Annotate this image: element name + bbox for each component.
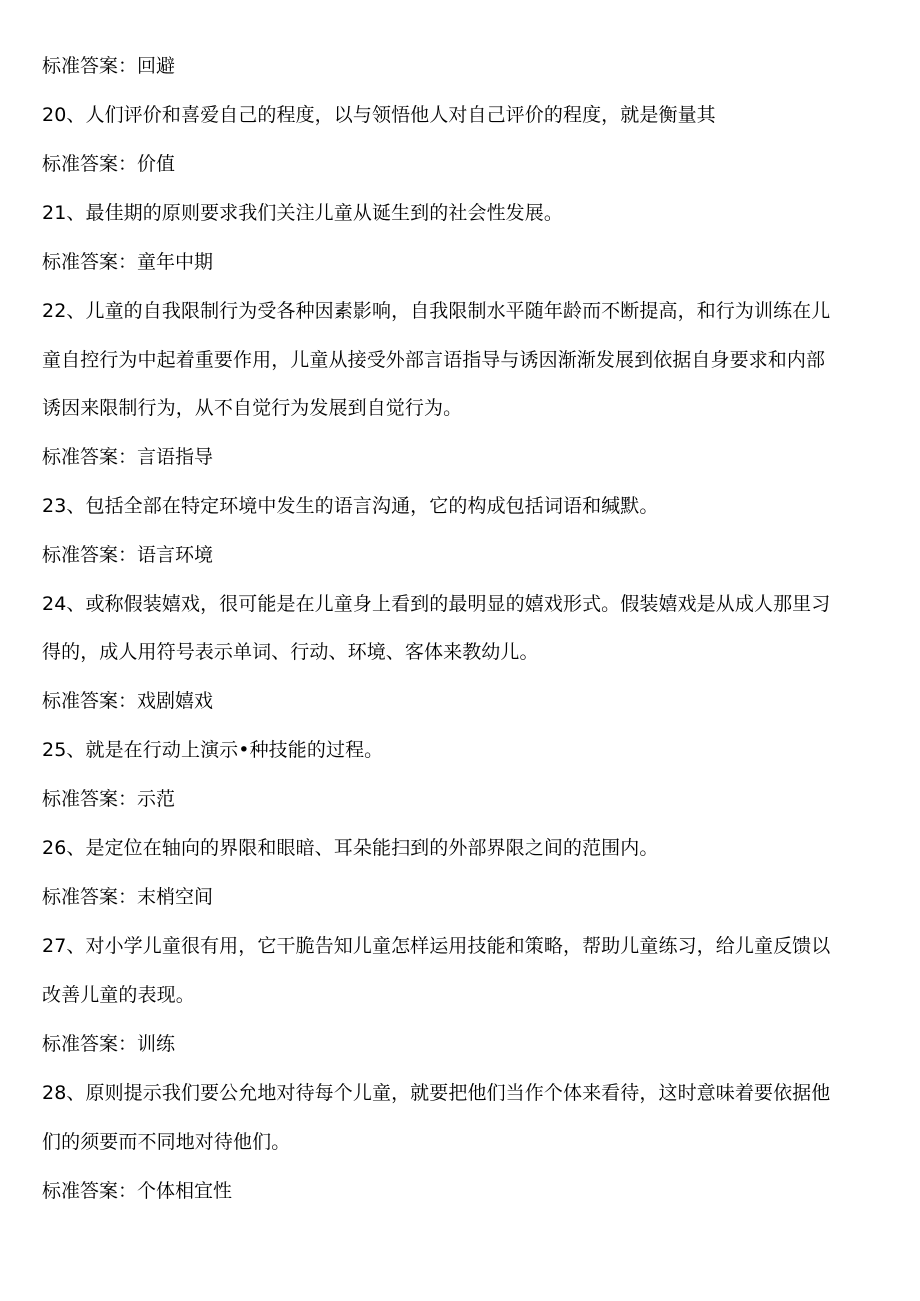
question-22-line-3: 诱因来限制行为，从不自觉行为发展到自觉行为。 — [42, 397, 463, 419]
answer-line-20 — [42, 152, 175, 176]
question-28-line-2: 们的须要而不同地对待他们。 — [42, 1131, 291, 1153]
question-26-line-1: 26、是定位在轴向的界限和眼暗、耳朵能扫到的外部界限之间的范围内。 — [42, 837, 659, 859]
answer-text: 训练 — [137, 1033, 176, 1055]
question-23-line-1: 23、包括全部在特定环境中发生的语言沟通，它的构成包括词语和缄默。 — [42, 495, 659, 517]
question-25-line-1: 25、就是在行动上演示•种技能的过程。 — [42, 739, 384, 761]
answer-label: 标准答案： — [42, 1033, 138, 1055]
answer-text: 童年中期 — [137, 251, 214, 273]
answer-label: 标准答案： — [42, 690, 138, 712]
answer-label: 标准答案： — [42, 544, 138, 566]
question-20-line-1: 20、人们评价和喜爱自己的程度，以与领悟他人对自己评价的程度，就是衡量其 — [42, 104, 716, 126]
question-27-line-2: 改善儿童的表现。 — [42, 984, 195, 1006]
answer-text: 价值 — [137, 153, 176, 175]
answer-line-26 — [42, 885, 213, 909]
question-21-line-1: 21、最佳期的原则要求我们关注儿童从诞生到的社会性发展。 — [42, 202, 563, 224]
answer-label: 标准答案： — [42, 251, 138, 273]
answer-line-19 — [42, 54, 175, 78]
question-27-line-1: 27、对小学儿童很有用，它干脆告知儿童怎样运用技能和策略，帮助儿童练习，给儿童反馈以 — [42, 935, 831, 957]
answer-line-24 — [42, 689, 213, 713]
answer-text: 回避 — [137, 55, 176, 77]
answer-text: 言语指导 — [137, 446, 214, 468]
question-22-line-1: 22、儿童的自我限制行为受各种因素影响，自我限制水平随年龄而不断提高，和行为训练在儿 — [42, 300, 831, 322]
answer-label: 标准答案： — [42, 1180, 138, 1202]
answer-label: 标准答案： — [42, 55, 138, 77]
question-22-line-2: 童自控行为中起着重要作用，儿童从接受外部言语指导与诱因渐渐发展到依据自身要求和内部 — [42, 349, 826, 371]
answer-line-22 — [42, 445, 213, 469]
answer-line-28 — [42, 1179, 232, 1203]
answer-line-23 — [42, 543, 213, 567]
answer-line-25 — [42, 787, 175, 811]
question-28-line-1: 28、原则提示我们要公允地对待每个儿童，就要把他们当作个体来看待，这时意味着要依据他 — [42, 1082, 831, 1104]
answer-label: 标准答案： — [42, 153, 138, 175]
answer-text: 末梢空间 — [137, 886, 214, 908]
answer-label: 标准答案： — [42, 886, 138, 908]
question-24-line-1: 24、或称假装嬉戏，很可能是在儿童身上看到的最明显的嬉戏形式。假装嬉戏是从成人那里习 — [42, 593, 831, 615]
question-24-line-2: 得的，成人用符号表示单词、行动、环境、客体来教幼儿。 — [42, 641, 539, 663]
answer-text: 戏剧嬉戏 — [137, 690, 214, 712]
answer-line-21 — [42, 250, 213, 274]
answer-label: 标准答案： — [42, 788, 138, 810]
answer-text: 语言环境 — [137, 544, 214, 566]
answer-text: 个体相宜性 — [137, 1180, 233, 1202]
answer-label: 标准答案： — [42, 446, 138, 468]
answer-text: 示范 — [137, 788, 176, 810]
answer-line-27 — [42, 1032, 175, 1056]
